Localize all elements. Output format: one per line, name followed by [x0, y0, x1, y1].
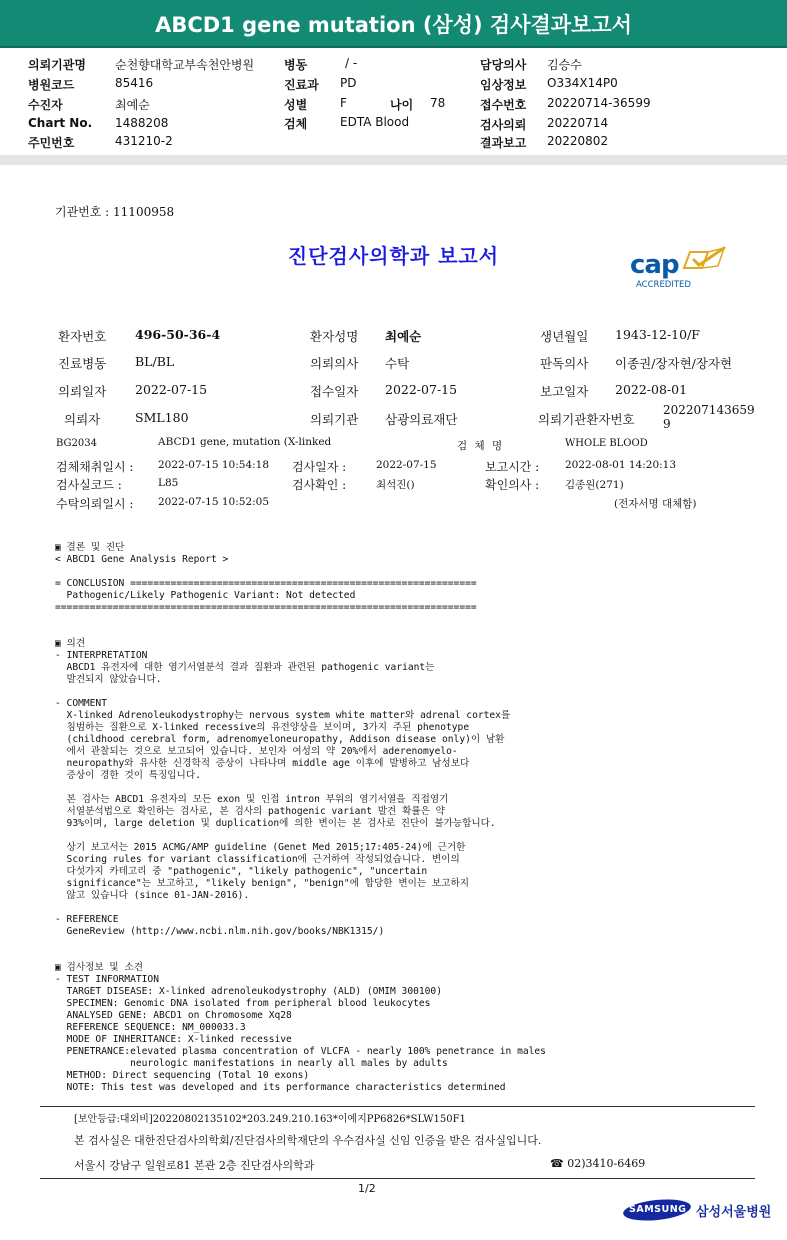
report-line: Pathogenic/Likely Pathogenic Variant: Not detected [55, 590, 356, 601]
report-line: TARGET DISEASE: X-linked adrenoleukodystrophy (ALD) (OMIM 300100) [55, 986, 442, 997]
report-line: REFERENCE SEQUENCE: NM_000033.3 [55, 1022, 246, 1033]
report-line [55, 938, 755, 950]
report-line [55, 830, 755, 842]
report-line: METHOD: Direct sequencing (Total 10 exons) [55, 1070, 310, 1081]
field-value: 78 [430, 96, 446, 110]
patient-value: 최예순 [385, 329, 422, 344]
field-label: 결과보고 [480, 136, 527, 150]
field-value: 20220714-36599 [547, 96, 651, 110]
patient-value: 수탁 [385, 356, 410, 371]
collect-value: 2022-07-15 10:54:18 [158, 459, 270, 471]
received-label: 수탁의뢰일시 : [56, 497, 134, 511]
patient-value: 496-50-36-4 [135, 327, 221, 342]
field-label: 나이 [390, 98, 414, 112]
patient-label: 의뢰일자 [58, 384, 107, 399]
report-line [55, 902, 755, 914]
report-line: (childhood cerebral form, adrenomyeloneuropathy, Addison disease only)이 남환 [55, 734, 505, 745]
test-name: ABCD1 gene, mutation (X-linked [158, 436, 332, 448]
report-line: ========================================================================= [55, 602, 477, 613]
report-line: - INTERPRETATION [55, 650, 148, 661]
samsung-logo [622, 1198, 692, 1222]
header-divider [0, 155, 787, 165]
patient-value: SML180 [135, 410, 189, 425]
report-line: 서열분석법으로 확인하는 검사로, 본 검사의 pathogenic variant 발견 확률은 약 [55, 806, 445, 817]
patient-label: 환자성명 [310, 329, 359, 344]
collect-label: 검체채취일시 : [56, 460, 134, 474]
report-line: - TEST INFORMATION [55, 974, 159, 985]
institution-number: 기관번호 : 11100958 [55, 205, 175, 219]
patient-value: 1943-12-10/F [615, 327, 700, 342]
patient-label: 판독의사 [540, 356, 589, 371]
phone-text: ☎ 02)3410-6469 [550, 1157, 646, 1170]
field-value: 20220714 [547, 116, 609, 130]
report-line: - REFERENCE [55, 914, 119, 925]
report-line: X-linked Adrenoleukodystrophy는 nervous system white matter와 adrenal cortex를 [55, 710, 511, 721]
field-label: 주민번호 [28, 136, 75, 150]
field-label: 성별 [284, 98, 308, 112]
report-line: neurologic manifestations in nearly all males by adults [55, 1058, 448, 1069]
field-label: 수진자 [28, 98, 63, 112]
report-line [55, 950, 755, 962]
patient-label: 의뢰자 [64, 412, 101, 427]
specimen-label: 검 체 명 [457, 440, 505, 452]
patient-label: 의뢰기관 [310, 412, 359, 427]
report-time-value: 2022-08-01 14:20:13 [565, 459, 677, 471]
report-line: ▣ 검사정보 및 소견 [55, 962, 143, 973]
report-line [55, 686, 755, 698]
report-line: NOTE: This test was developed and its performance characteristics determined [55, 1082, 506, 1093]
patient-value: 2022-07-15 [385, 382, 458, 397]
field-label: 검사의뢰 [480, 118, 527, 132]
report-line [55, 614, 755, 626]
report-line: PENETRANCE:elevated plasma concentration of VLCFA - nearly 100% penetrance in males [55, 1046, 546, 1057]
signature-note: (전자서명 대체함) [614, 498, 697, 510]
field-value: 최예순 [115, 98, 150, 112]
report-line: 발견되지 않았습니다. [55, 674, 162, 685]
received-value: 2022-07-15 10:52:05 [158, 496, 270, 508]
room-value: L85 [158, 477, 179, 489]
patient-label: 의뢰기관환자번호 [538, 412, 635, 427]
report-line: 93%이며, large deletion 및 duplication에 의한 변이는 본 검사로 진단이 불가능합니다. [55, 818, 496, 829]
cap-accredited-text: ACCREDITED [636, 280, 691, 290]
report-line: 상기 보고서는 2015 ACMG/AMP guideline (Genet Med 2015;17:405-24)에 근거한 [55, 842, 466, 853]
footer-divider-bottom [40, 1178, 755, 1179]
field-label: 담당의사 [480, 58, 527, 72]
report-line: 침범하는 질환으로 X-linked recessive의 유전양상을 보이며, 3가지 주된 phenotype [55, 722, 470, 733]
field-value: 431210-2 [115, 134, 173, 148]
cap-accredited-logo [628, 246, 728, 292]
report-line: ABCD1 유전자에 대한 염기서열분석 결과 질환과 관련된 pathogenic variant는 [55, 662, 435, 673]
field-value: F [340, 96, 347, 110]
report-line: 에서 관찰되는 것으로 보고되어 있습니다. 보인자 여성의 약 20%에서 aderenomyelo- [55, 746, 458, 757]
report-body [55, 542, 755, 1094]
field-label: 병동 [284, 58, 308, 72]
report-line: Scoring rules for variant classification에 근거하여 작성되었습니다. 변이의 [55, 854, 460, 865]
field-value: 85416 [115, 76, 154, 90]
patient-label: 환자번호 [58, 329, 107, 344]
report-line [55, 782, 755, 794]
test-code: BG2034 [56, 438, 97, 449]
field-value: 1488208 [115, 116, 169, 130]
field-value: 순천향대학교부속천안병원 [115, 58, 255, 72]
field-label: 검체 [284, 117, 308, 131]
field-value: / - [345, 56, 358, 70]
field-label: 의뢰기관명 [28, 58, 86, 72]
report-line: < ABCD1 Gene Analysis Report > [55, 554, 229, 565]
doctor-value: 김종원(271) [565, 479, 624, 491]
report-line: 않고 있습니다 (since 01-JAN-2016). [55, 890, 250, 901]
report-line: 증상이 경한 것이 특징입니다. [55, 770, 201, 781]
report-line: SPECIMEN: Genomic DNA isolated from peripheral blood leukocytes [55, 998, 431, 1009]
patient-label: 접수일자 [310, 384, 359, 399]
report-line: MODE OF INHERITANCE: X-linked recessive [55, 1034, 292, 1045]
patient-value: BL/BL [135, 354, 175, 369]
patient-label: 보고일자 [540, 384, 589, 399]
report-line [55, 626, 755, 638]
cap-logo-text: cap [630, 250, 679, 280]
patient-value: 삼광의료재단 [385, 412, 458, 427]
report-line: 다섯가지 카테고리 중 "pathogenic", "likely pathogenic", "uncertain [55, 866, 428, 877]
patient-value: 이종권/장자현/장자현 [615, 356, 733, 371]
page-number: 1/2 [358, 1182, 376, 1195]
patient-label: 생년월일 [540, 329, 589, 344]
report-line: 본 검사는 ABCD1 유전자의 모든 exon 및 인접 intron 부위의 염기서열을 직접염기 [55, 794, 449, 805]
patient-value: 2022-07-15 [135, 382, 208, 397]
field-value: EDTA Blood [340, 115, 410, 129]
confirm-value: 최석진() [376, 479, 415, 491]
patient-value: 202207143659 [663, 403, 755, 417]
page-title: ABCD1 gene mutation (삼성) 검사결과보고서 [155, 13, 632, 37]
patient-value: 2022-08-01 [615, 382, 688, 397]
exam-date-label: 검사일자 : [292, 460, 347, 474]
samsung-logo-text: SAMSUNG [629, 1204, 687, 1215]
report-time-label: 보고시간 : [485, 460, 540, 474]
field-label: 진료과 [284, 78, 319, 92]
patient-value: 9 [663, 417, 671, 431]
report-line: ▣ 의견 [55, 638, 86, 649]
report-line: ▣ 결론 및 진단 [55, 542, 125, 553]
field-label: 접수번호 [480, 98, 527, 112]
patient-label: 의뢰의사 [310, 356, 359, 371]
report-line: neuropathy와 유사한 신경학적 증상이 나타나며 middle age 이후에 발병하고 남성보다 [55, 758, 470, 769]
doctor-label: 확인의사 : [485, 478, 540, 492]
report-line: significance"는 보고하고, "likely benign", "benign"에 합당한 변이는 보고하지 [55, 878, 469, 889]
address-text: 서울시 강남구 일원로81 본관 2층 진단검사의학과 [74, 1159, 315, 1172]
header-bar [0, 0, 787, 48]
report-title: 진단검사의학과 보고서 [287, 244, 500, 268]
field-label: 병원코드 [28, 78, 75, 92]
report-line: - COMMENT [55, 698, 107, 709]
report-line: GeneReview (http://www.ncbi.nlm.nih.gov/books/NBK1315/) [55, 926, 385, 937]
hospital-name: 삼성서울병원 [696, 1205, 772, 1220]
field-value: 김승수 [547, 58, 582, 72]
room-label: 검사실코드 : [56, 478, 122, 492]
patient-label: 진료병동 [58, 356, 107, 371]
report-line [55, 566, 755, 578]
report-line: ANALYSED GENE: ABCD1 on Chromosome Xq28 [55, 1010, 292, 1021]
certification-text: 본 검사실은 대한진단검사의학회/진단검사의학재단의 우수검사실 신임 인증을 받은 검사실입니다. [74, 1134, 542, 1147]
confirm-label: 검사확인 : [292, 478, 347, 492]
report-line: = CONCLUSION ============================================================ [55, 578, 477, 589]
field-value: PD [340, 76, 357, 90]
security-label: [보안등급:대외비]20220802135102*203.249.210.163*이예지PP6826*SLW150F1 [74, 1114, 466, 1125]
field-value: 20220802 [547, 134, 609, 148]
exam-date-value: 2022-07-15 [376, 459, 437, 471]
specimen-value: WHOLE BLOOD [565, 438, 648, 449]
field-label: 임상정보 [480, 78, 527, 92]
field-label: Chart No. [28, 116, 93, 130]
footer-divider [40, 1106, 755, 1107]
field-value: O334X14P0 [547, 76, 618, 90]
